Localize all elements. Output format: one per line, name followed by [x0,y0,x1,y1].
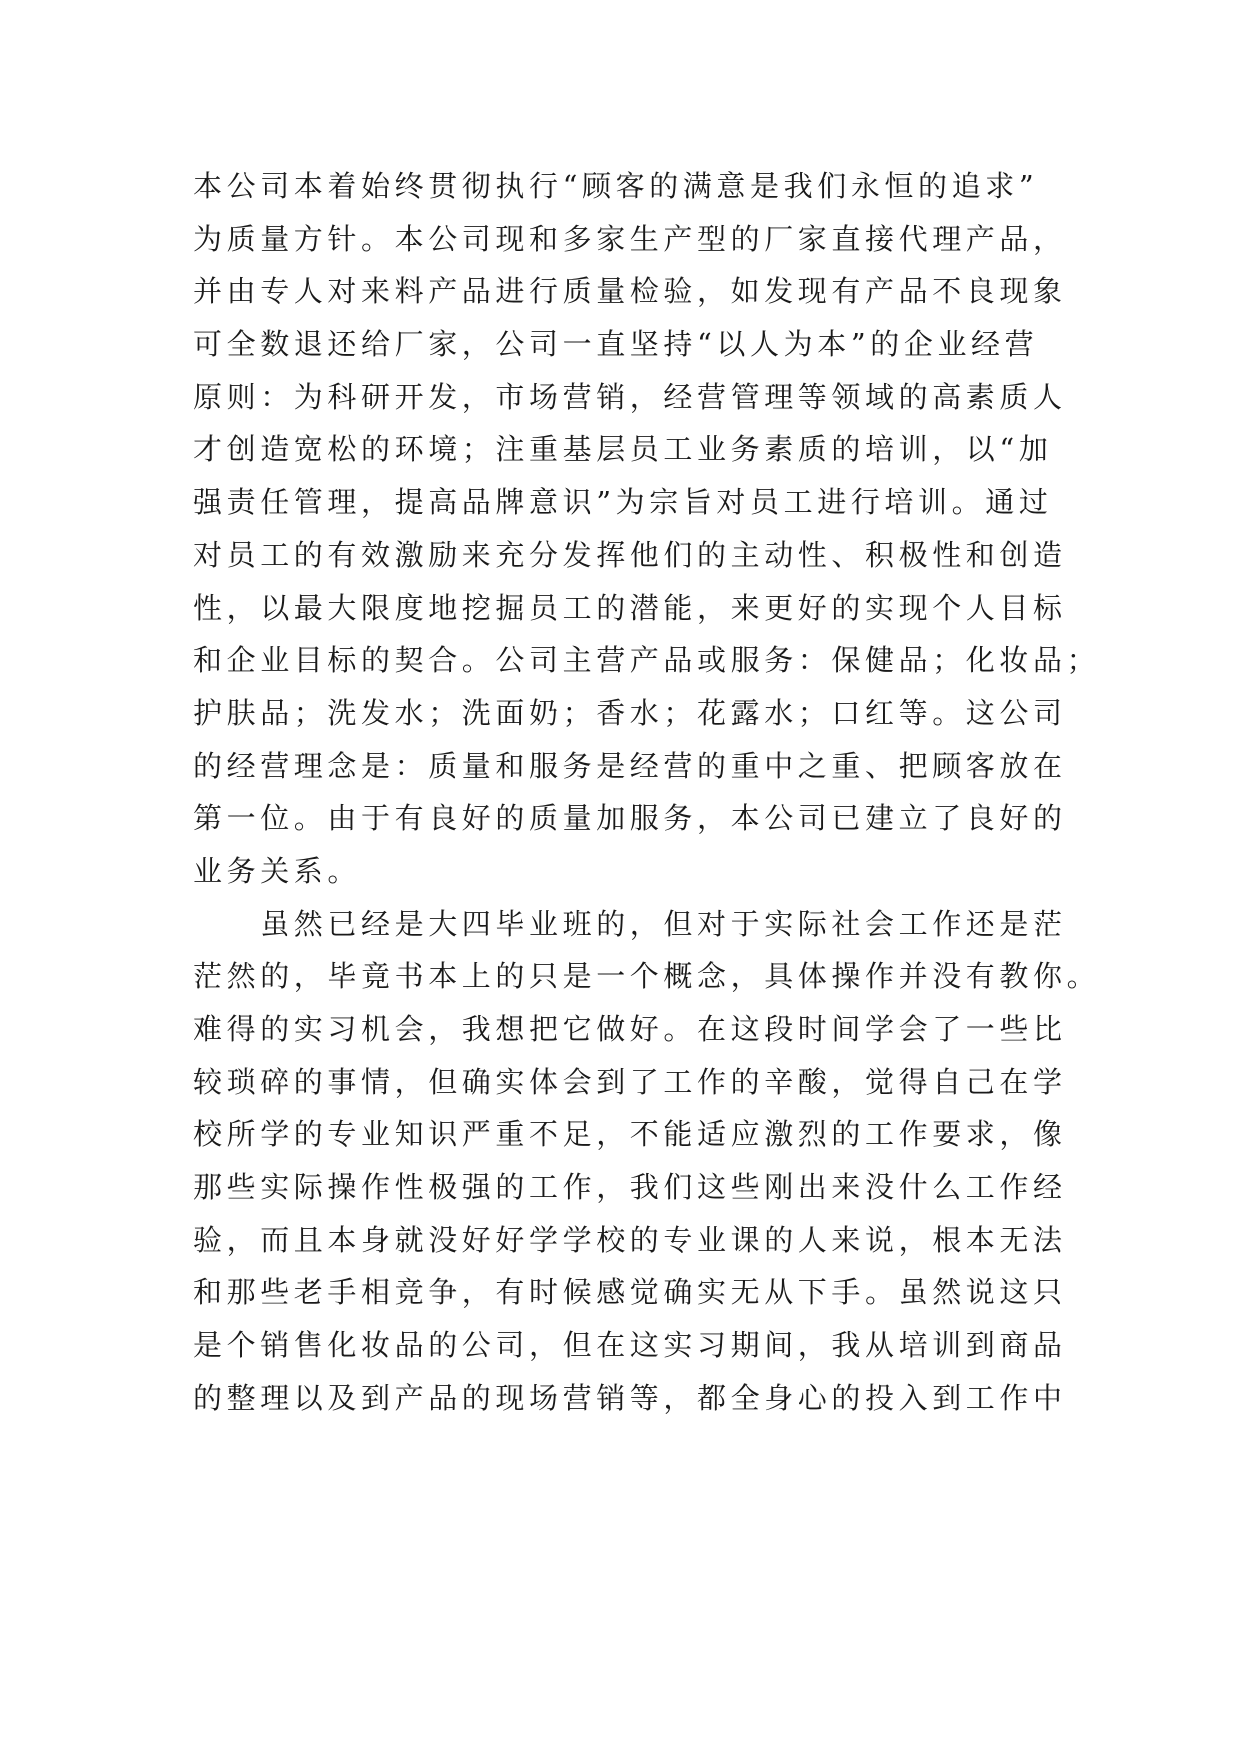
text-line: 的经营理念是：质量和服务是经营的重中之重、把顾客放在 [193,748,1067,783]
text-line: 和那些老手相竞争，有时候感觉确实无从下手。虽然说这只 [193,1275,1067,1310]
text-line: 虽然已经是大四毕业班的，但对于实际社会工作还是茫 [193,906,1067,941]
text-line: 可全数退还给厂家，公司一直坚持“以人为本”的企业经营 [193,327,1039,362]
text-line: 原则：为科研开发，市场营销，经营管理等领域的高素质人 [193,379,1067,414]
text-line: 那些实际操作性极强的工作，我们这些刚出来没什么工作经 [193,1170,1067,1205]
text-line: 本公司本着始终贯彻执行“顾客的满意是我们永恒的追求” [193,169,1039,203]
text-line: 的整理以及到产品的现场营销等，都全身心的投入到工作中 [193,1380,1067,1415]
text-line: 对员工的有效激励来充分发挥他们的主动性、积极性和创造 [193,537,1067,572]
text-line: 校所学的专业知识严重不足，不能适应激烈的工作要求，像 [193,1117,1067,1152]
text-line: 是个销售化妆品的公司，但在这实习期间，我从培训到商品 [193,1328,1067,1363]
body-text [193,160,1101,1425]
text-line: 业务关系。 [193,853,362,888]
text-line: 和企业目标的契合。公司主营产品或服务：保健品；化妆品； [193,643,1101,678]
paragraph-2 [193,898,1101,1425]
text-line: 才创造宽松的环境；注重基层员工业务素质的培训，以“加 [193,432,1053,467]
text-line: 性，以最大限度地挖掘员工的潜能，来更好的实现个人目标 [193,590,1067,625]
text-line: 为质量方针。本公司现和多家生产型的厂家直接代理产品， [193,221,1067,256]
paragraph-1 [193,160,1101,898]
text-line: 并由专人对来料产品进行质量检验，如发现有产品不良现象 [193,274,1067,309]
text-line: 第一位。由于有良好的质量加服务，本公司已建立了良好的 [193,801,1067,836]
text-line: 较琐碎的事情，但确实体会到了工作的辛酸，觉得自己在学 [193,1064,1067,1099]
text-line: 强责任管理，提高品牌意识”为宗旨对员工进行培训。通过 [193,485,1053,520]
text-line: 护肤品；洗发水；洗面奶；香水；花露水；口红等。这公司 [193,695,1067,730]
text-line: 难得的实习机会，我想把它做好。在这段时间学会了一些比 [193,1012,1067,1046]
text-line: 茫然的，毕竟书本上的只是一个概念，具体操作并没有教你。 [193,959,1101,994]
text-line: 验，而且本身就没好好学学校的专业课的人来说，根本无法 [193,1222,1067,1257]
